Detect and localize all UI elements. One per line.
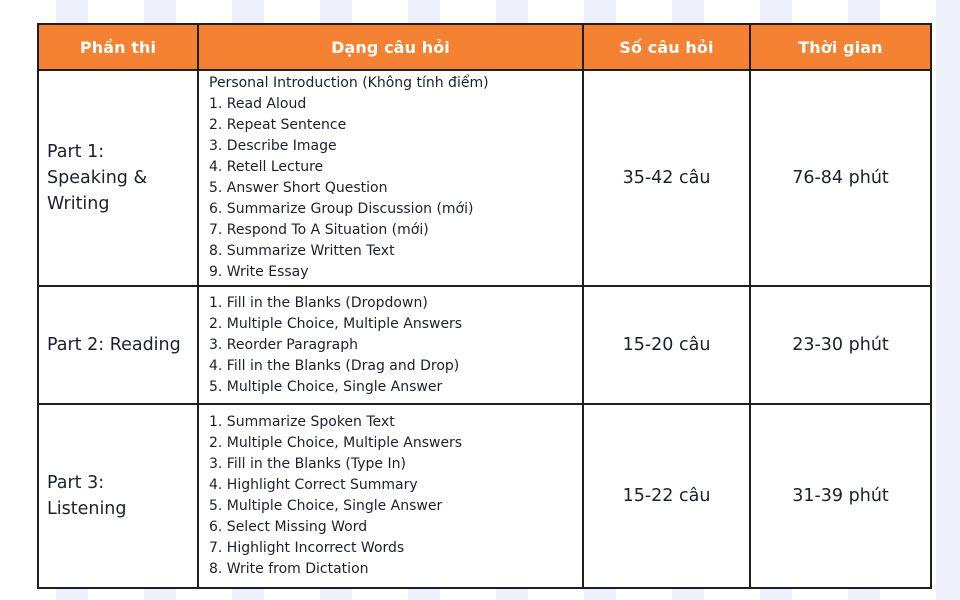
table-header [38, 24, 931, 70]
exam-structure-table [37, 23, 932, 589]
exam-structure-table-container [37, 23, 930, 588]
table-row-part-2 [38, 286, 931, 404]
part-name-cell [38, 404, 198, 588]
question-type-item: 3. Describe Image [209, 138, 337, 154]
question-type-item: 1. Fill in the Blanks (Dropdown) [209, 294, 428, 311]
question-type-item: 8. Summarize Written Text [209, 243, 395, 259]
part-name-cell [38, 286, 198, 404]
part-name-cell [38, 70, 198, 286]
header-row [38, 24, 931, 70]
time-cell: 76-84 phút [750, 70, 931, 286]
part-name-line: Listening [47, 499, 127, 519]
question-type-item: 4. Fill in the Blanks (Drag and Drop) [209, 357, 460, 374]
question-type-item: 4. Retell Lecture [209, 159, 324, 175]
question-type-item: 7. Highlight Incorrect Words [209, 540, 405, 556]
question-type-item: 3. Fill in the Blanks (Type In) [209, 456, 406, 472]
table-body [38, 70, 931, 588]
table-row-part-3 [38, 404, 931, 588]
question-type-item: 4. Highlight Correct Summary [209, 477, 418, 493]
question-type-item: 1. Read Aloud [209, 96, 307, 112]
question-types-list [209, 73, 578, 283]
question-type-item: 5. Multiple Choice, Single Answer [209, 378, 443, 395]
part-name-line: Part 3: [47, 473, 105, 493]
time-cell: 31-39 phút [750, 404, 931, 588]
part-name-line: Part 1: [47, 142, 105, 162]
question-types-list [209, 412, 578, 580]
question-type-item: 5. Answer Short Question [209, 180, 388, 196]
header-part: Phần thi [38, 24, 198, 70]
question-count-cell: 15-22 câu [583, 404, 750, 588]
header-time: Thời gian [750, 24, 931, 70]
question-types-list [209, 293, 578, 398]
question-types-cell [198, 404, 583, 588]
question-type-item: 5. Multiple Choice, Single Answer [209, 498, 443, 514]
question-count-cell: 35-42 câu [583, 70, 750, 286]
question-types-cell [198, 70, 583, 286]
question-type-item: 2. Multiple Choice, Multiple Answers [209, 435, 463, 451]
question-type-item: 2. Repeat Sentence [209, 117, 347, 133]
question-type-item: Personal Introduction (Không tính điểm) [209, 75, 489, 91]
question-type-item: 8. Write from Dictation [209, 561, 369, 577]
part-name-line: Writing [47, 194, 110, 214]
time-cell: 23-30 phút [750, 286, 931, 404]
question-type-item: 7. Respond To A Situation (mới) [209, 222, 429, 238]
part-name-line: Part 2: Reading [47, 335, 181, 355]
question-types-cell [198, 286, 583, 404]
question-type-item: 6. Select Missing Word [209, 519, 368, 535]
header-question-count: Số câu hỏi [583, 24, 750, 70]
question-type-item: 6. Summarize Group Discussion (mới) [209, 201, 474, 217]
question-type-item: 9. Write Essay [209, 264, 309, 280]
question-count-cell: 15-20 câu [583, 286, 750, 404]
question-type-item: 2. Multiple Choice, Multiple Answers [209, 315, 463, 332]
part-name-line: Speaking & [47, 168, 148, 188]
header-question-types: Dạng câu hỏi [198, 24, 583, 70]
question-type-item: 1. Summarize Spoken Text [209, 414, 395, 430]
question-type-item: 3. Reorder Paragraph [209, 336, 359, 353]
table-row-part-1 [38, 70, 931, 286]
